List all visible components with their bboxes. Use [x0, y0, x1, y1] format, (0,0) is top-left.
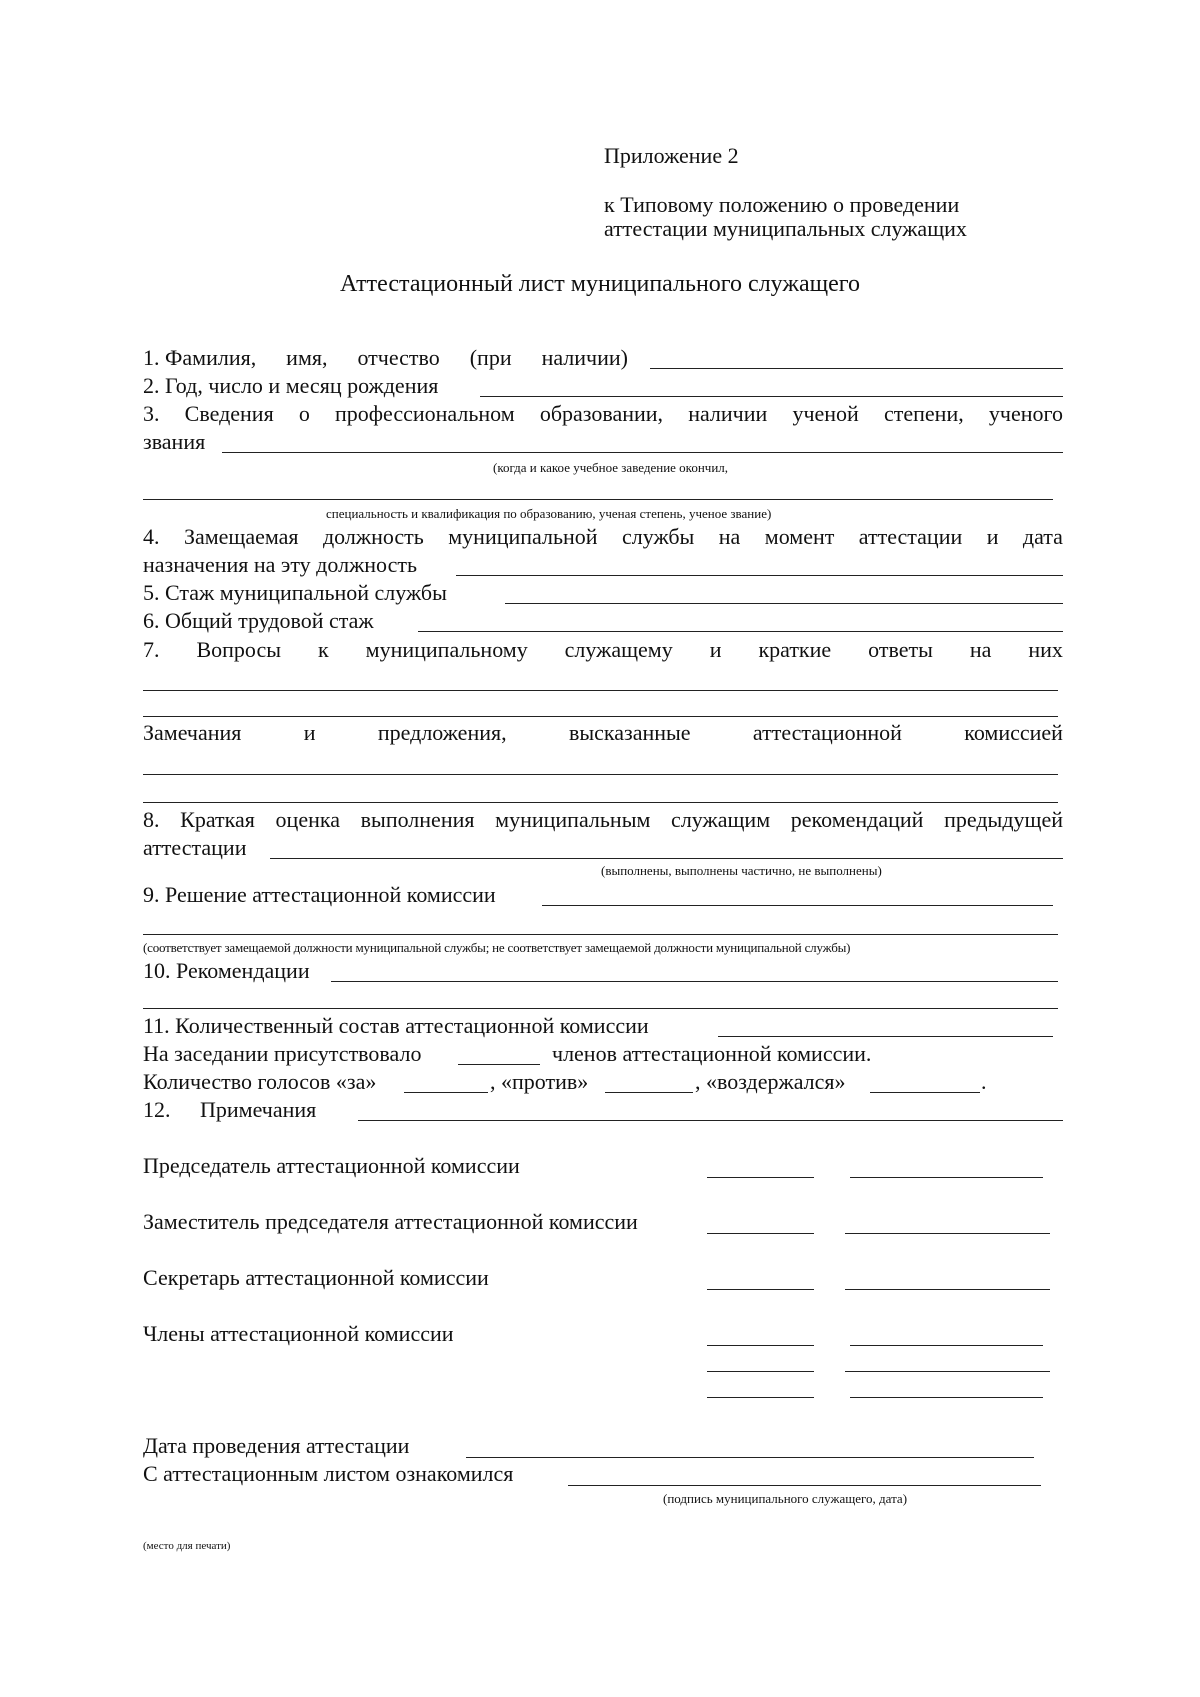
signature-member-1-sign-line[interactable] [707, 1345, 814, 1346]
signature-secretary-label: Секретарь аттестационной комиссии [143, 1265, 489, 1290]
item-3-label: 3. Сведения о профессиональном образовании, наличии ученой степени, ученого [143, 401, 1063, 426]
item-2-blank-line[interactable] [480, 396, 1063, 397]
item-7-label: 7. Вопросы к муниципальному служащему и краткие ответы на них [143, 637, 1063, 662]
item-9-blank-line-1[interactable] [542, 905, 1053, 906]
item-4-continuation: назначения на эту должность [143, 552, 418, 577]
votes-for-line[interactable] [404, 1092, 488, 1093]
item-1-label: 1. Фамилия, имя, отчество (при наличии) [143, 345, 628, 370]
reference-line-2: аттестации муниципальных служащих [604, 216, 967, 241]
acquainted-blank-line[interactable] [568, 1485, 1041, 1486]
item-4-label: 4. Замещаемая должность муниципальной службы на момент аттестации и дата [143, 524, 1063, 549]
item-9-hint: (соответствует замещаемой должности муниципальной службы; не соответствует замещаемой должности муниципальной службы) [143, 940, 851, 955]
item-6-blank-line[interactable] [418, 631, 1063, 632]
acquainted-label: С аттестационным листом ознакомился [143, 1461, 514, 1486]
signature-member-3-name-line[interactable] [850, 1397, 1043, 1398]
stamp-place-label: (место для печати) [143, 1540, 231, 1552]
item-6-label: 6. Общий трудовой стаж [143, 608, 374, 633]
item-3-blank-line-1[interactable] [222, 452, 1063, 453]
signature-chair-label: Председатель аттестационной комиссии [143, 1153, 520, 1178]
item-4-blank-line[interactable] [456, 575, 1063, 576]
date-label: Дата проведения аттестации [143, 1433, 410, 1458]
item-3-hint-2: специальность и квалификация по образованию, ученая степень, ученое звание) [326, 506, 772, 521]
item-8-label: 8. Краткая оценка выполнения муниципальным служащим рекомендаций предыдущей [143, 807, 1063, 832]
present-label-tail: членов аттестационной комиссии. [552, 1041, 872, 1066]
item-3-blank-line-2[interactable] [143, 499, 1053, 500]
signature-secretary-sign-line[interactable] [707, 1289, 814, 1290]
votes-for-label: Количество голосов «за» [143, 1069, 377, 1094]
signature-member-3-sign-line[interactable] [707, 1397, 814, 1398]
signature-deputy-name-line[interactable] [845, 1233, 1050, 1234]
item-7-answer-line-2[interactable] [143, 716, 1058, 717]
item-2-label: 2. Год, число и месяц рождения [143, 373, 439, 398]
signature-chair-sign-line[interactable] [707, 1177, 814, 1178]
signature-deputy-sign-line[interactable] [707, 1233, 814, 1234]
remarks-line-1[interactable] [143, 774, 1058, 775]
signature-members-label: Члены аттестационной комиссии [143, 1321, 454, 1346]
item-9-blank-line-2[interactable] [143, 934, 1058, 935]
item-5-blank-line[interactable] [505, 603, 1063, 604]
date-blank-line[interactable] [466, 1457, 1034, 1458]
item-12-blank-line[interactable] [358, 1120, 1063, 1121]
item-8-hint: (выполнены, выполнены частично, не выполнены) [601, 863, 882, 878]
item-10-label: 10. Рекомендации [143, 958, 310, 983]
document-title: Аттестационный лист муниципального служащего [340, 271, 860, 297]
votes-abstain-label: , «воздержался» [695, 1069, 846, 1094]
item-5-label: 5. Стаж муниципальной службы [143, 580, 447, 605]
item-10-blank-line-2[interactable] [143, 1008, 1058, 1009]
signature-member-1-name-line[interactable] [850, 1345, 1043, 1346]
votes-abstain-line[interactable] [870, 1092, 980, 1093]
item-8-continuation: аттестации [143, 835, 247, 860]
item-9-label: 9. Решение аттестационной комиссии [143, 882, 496, 907]
votes-against-label: , «против» [490, 1069, 589, 1094]
votes-end-period: . [981, 1069, 987, 1094]
acquainted-hint: (подпись муниципального служащего, дата) [663, 1491, 908, 1506]
item-11-label: 11. Количественный состав аттестационной комиссии [143, 1013, 649, 1038]
signature-member-2-name-line[interactable] [845, 1371, 1050, 1372]
signature-secretary-name-line[interactable] [845, 1289, 1050, 1290]
item-3-hint-1: (когда и какое учебное заведение окончил, [493, 460, 729, 475]
item-12-label: Примечания [200, 1097, 317, 1122]
item-12-number: 12. [143, 1097, 171, 1122]
reference-line-1: к Типовому положению о проведении [604, 192, 960, 217]
votes-against-line[interactable] [605, 1092, 693, 1093]
appendix-label: Приложение 2 [604, 143, 739, 168]
remarks-line-2[interactable] [143, 802, 1058, 803]
item-10-blank-line-1[interactable] [331, 981, 1058, 982]
item-3-continuation: звания [143, 429, 206, 454]
signature-member-2-sign-line[interactable] [707, 1371, 814, 1372]
present-count-line[interactable] [458, 1064, 540, 1065]
signature-deputy-label: Заместитель председателя аттестационной комиссии [143, 1209, 638, 1234]
remarks-label: Замечания и предложения, высказанные аттестационной комиссией [143, 720, 1063, 745]
item-8-blank-line[interactable] [270, 858, 1063, 859]
signature-chair-name-line[interactable] [850, 1177, 1043, 1178]
item-7-answer-line-1[interactable] [143, 690, 1058, 691]
present-label: На заседании присутствовало [143, 1041, 422, 1066]
item-11-blank-line[interactable] [718, 1036, 1053, 1037]
item-1-blank-line[interactable] [650, 368, 1063, 369]
